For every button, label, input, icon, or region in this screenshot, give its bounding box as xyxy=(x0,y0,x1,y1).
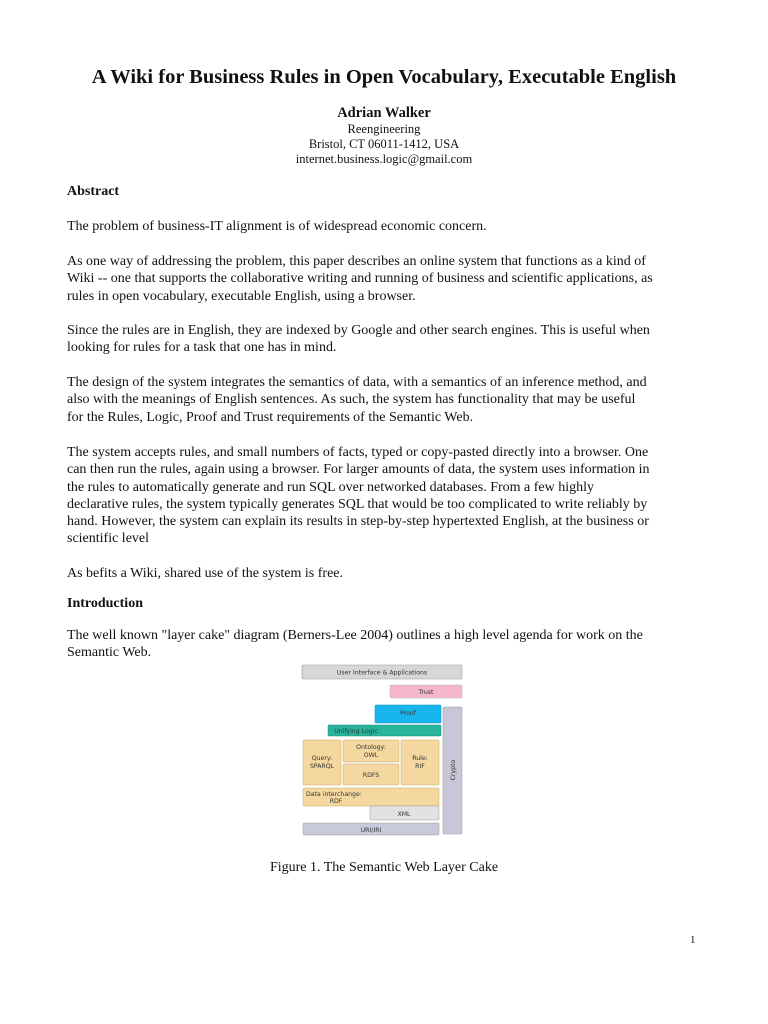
layer-uri-label: URI/IRI xyxy=(360,827,382,834)
abstract-paragraph-3 xyxy=(67,322,707,357)
abstract-heading: Abstract xyxy=(67,184,120,199)
figure-caption: Figure 1. The Semantic Web Layer Cake xyxy=(269,860,499,875)
introduction-paragraph-1 xyxy=(67,627,707,662)
text-line: Since the rules are in English, they are indexed by Google and other search engines. This is useful when xyxy=(67,323,650,338)
abstract-paragraph-2 xyxy=(67,253,707,305)
author-address: Bristol, CT 06011-1412, USA xyxy=(308,137,460,151)
author-name: Adrian Walker xyxy=(337,105,431,121)
page-number: 1 xyxy=(690,934,696,946)
text-line: looking for rules for a task that one has in mind. xyxy=(67,340,337,356)
layer-ui-label: User Interface & Applications xyxy=(336,669,428,677)
text-line: The well known "layer cake" diagram (Berners-Lee 2004) outlines a high level agenda for work on the xyxy=(67,628,643,643)
author-email: internet.business.logic@gmail.com xyxy=(295,152,473,166)
layer-data-label-1: Data interchange: xyxy=(306,791,362,798)
text-line: scientific level xyxy=(67,531,150,547)
abstract-paragraph-4 xyxy=(67,374,707,426)
text-line: As befits a Wiki, shared use of the system is free. xyxy=(67,566,344,581)
layer-crypto-label: Crypto xyxy=(450,759,457,781)
introduction-heading: Introduction xyxy=(67,596,143,611)
text-line: declarative rules, the system typically generates SQL that would be too complicated to write reliably by xyxy=(67,496,648,512)
layer-proof-label: Proof xyxy=(400,710,416,717)
layer-ontology-label-2: OWL xyxy=(363,752,379,759)
text-line: also with the meanings of English sentences. As such, the system has functionality that may be useful xyxy=(67,392,636,408)
text-line: Semantic Web. xyxy=(67,645,152,661)
paper-title: A Wiki for Business Rules in Open Vocabulary, Executable English xyxy=(91,66,677,88)
author-affiliation: Reengineering xyxy=(347,122,421,136)
text-line: can then run the rules, again using a browser. For larger amounts of data, the system uses information in xyxy=(67,462,650,478)
layer-ontology-label-1: Ontology: xyxy=(356,744,386,751)
text-line: As one way of addressing the problem, this paper describes an online system that functions as a kind of xyxy=(67,254,646,269)
layer-logic-label: Unifying Logic xyxy=(334,728,378,735)
text-line: The design of the system integrates the semantics of data, with a semantics of an inference method, and xyxy=(67,375,647,390)
layer-rule-label-2: RIF xyxy=(415,763,425,770)
abstract-paragraph-6 xyxy=(67,565,707,582)
text-line: hand. However, the system can explain its results in step-by-step hypertexted English, at the business or xyxy=(67,514,649,530)
layer-cake-diagram xyxy=(300,662,468,840)
text-line: The system accepts rules, and small numbers of facts, typed or copy-pasted directly into a browser. One xyxy=(67,445,649,460)
layer-rule-label-1: Rule: xyxy=(412,755,428,762)
layer-query-label-1: Query: xyxy=(311,755,333,762)
text-line: for the Rules, Logic, Proof and Trust requirements of the Semantic Web. xyxy=(67,409,474,425)
abstract-paragraph-1 xyxy=(67,218,707,235)
text-line: The problem of business-IT alignment is of widespread economic concern. xyxy=(67,219,487,234)
layer-trust-label: Trust xyxy=(418,689,434,696)
layer-query-label-2: SPARQL xyxy=(309,763,335,770)
text-line: rules in open vocabulary, executable English, using a browser. xyxy=(67,288,416,304)
layer-rdfs-label: RDFS xyxy=(362,772,380,779)
abstract-paragraph-5 xyxy=(67,444,707,548)
layer-data-label-2: RDF xyxy=(329,798,343,805)
text-line: Wiki -- one that supports the collaborative writing and running of business and scientific applications, as xyxy=(67,271,653,287)
layer-xml-label: XML xyxy=(397,811,411,818)
layer-cake-figure xyxy=(300,662,468,840)
text-line: the rules to automatically generate and run SQL over networked databases. From a few highly xyxy=(67,479,595,495)
